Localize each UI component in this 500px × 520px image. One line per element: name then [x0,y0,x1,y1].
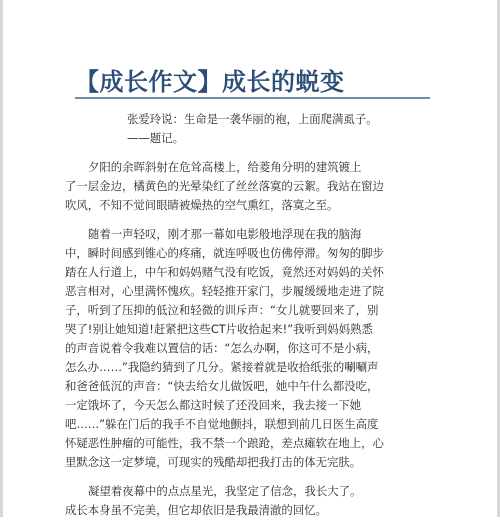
paragraph-line: 恶言相对，心里满怀愧疚。轻轻推开家门，步履缓缓地走进了院 [65,284,384,298]
paragraph-line: 怎么办……”我隐约猜到了几分。紧接着就是收拾纸张的唰唰声 [65,360,379,374]
epigraph-attribution: ——题记。 [127,131,184,145]
paragraph-line: 怀疑恶性肿瘤的可能性，我不禁一个踉跄，差点瘫软在地上，心 [65,436,384,450]
paragraph-line: 中，瞬时间感到锥心的疼痛，就连呼吸也仿佛停滞。匆匆的脚步 [65,246,384,260]
title-underline [75,97,430,99]
paragraph-line: 里默念这一定梦境，可现实的残酷却把我打击的体无完肤。 [65,455,362,469]
paragraph-line: 夕阳的余晖斜射在危耸高楼上，给菱角分明的建筑镀上 [88,160,362,174]
paragraph-line: 了一层金边，橘黄色的光晕染红了丝丝落寞的云絮。我站在窗边 [65,179,384,193]
article-body [65,110,441,520]
paragraph-1 [65,158,441,215]
paragraph-line: 哭了!别让她知道!赶紧把这些CT片收拾起来!”我听到妈妈熟悉 [65,322,373,336]
paragraph-line: 随着一声轻叹，刚才那一幕如电影般地浮现在我的脑海 [88,227,362,241]
paragraph-line: 和爸爸低沉的声音：“快去给女儿做饭吧，她中午什么都没吃， [65,379,379,393]
paragraph-line: 成长本身虽不完美，但它却依旧是我最清澈的回忆。 [65,503,327,517]
paragraph-line: 凝望着夜幕中的点点星光，我坚定了信念，我长大了。 [88,484,362,498]
paragraph-line: 的声音说着令我难以置信的话：“怎么办啊，你这可不是小病， [65,341,379,355]
paragraph-line: 子，听到了压抑的低泣和轻微的训斥声：“女儿就要回来了，别 [65,303,379,317]
paragraph-3 [65,482,441,520]
document-title: 【成长作文】成长的蜕变 [75,68,345,96]
paragraph-line: 踏在人行道上，中午和妈妈赌气没有吃饭，竟然还对妈妈的关怀 [65,265,384,279]
paragraph-line: 吹风，不知不觉间眼睛被燥热的空气熏红，落寞之至。 [65,198,339,212]
paragraph-2 [65,225,441,472]
paragraph-line: 吧……”躲在门后的我手不自觉地颤抖，联想到前几日医生高度 [65,417,379,431]
epigraph-quote: 张爱玲说：生命是一袭华丽的袍，上面爬满虱子。 [127,112,378,126]
paragraph-line: 一定饿坏了，今天怎么都这时候了还没回来，我去接一下她 [65,398,362,412]
